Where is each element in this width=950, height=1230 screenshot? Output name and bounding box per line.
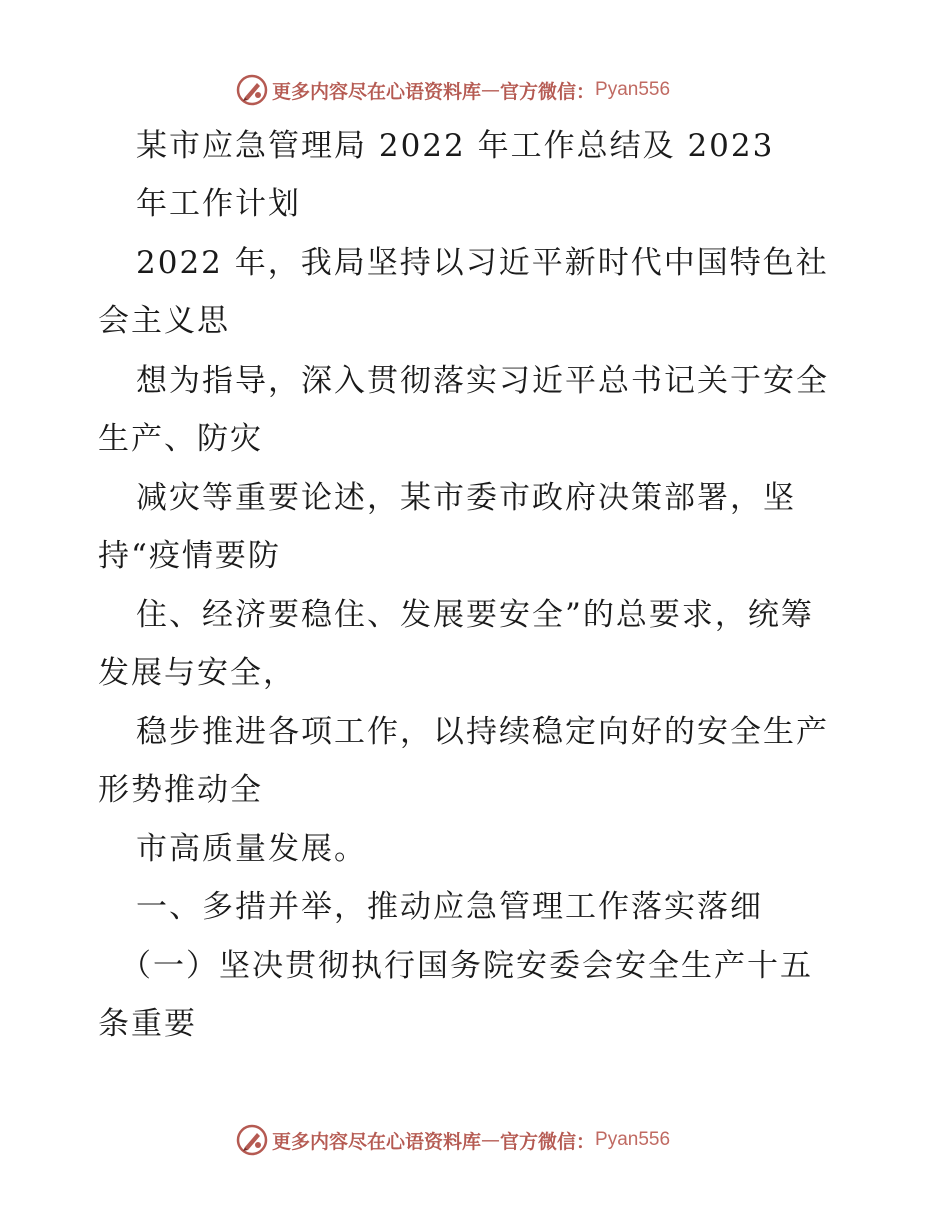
- footer-banner: [0, 1120, 950, 1160]
- banner-wechat-id: Pyan556: [595, 1129, 671, 1150]
- paragraph-line: 发展与安全，: [98, 655, 296, 691]
- paragraph-line: 住、经济要稳住、发展要安全”的总要求，统筹: [136, 597, 814, 633]
- paragraph-line: 市高质量发展。: [136, 831, 367, 867]
- document-title-line-1: 某市应急管理局 2022 年工作总结及 2023: [136, 128, 775, 164]
- header-banner: [0, 70, 950, 110]
- subsection-heading: （一）坚决贯彻执行国务院安委会安全生产十五: [120, 948, 813, 984]
- paragraph-line: 稳步推进各项工作，以持续稳定向好的安全生产: [136, 714, 829, 750]
- banner-wechat-label: 官方微信：: [500, 80, 596, 103]
- paragraph-line: 条重要: [98, 1006, 197, 1042]
- paragraph-line: 生产、防灾: [98, 421, 263, 457]
- banner-wechat-id: Pyan556: [595, 79, 671, 100]
- pen-logo-icon: [236, 74, 268, 106]
- document-title-line-2: 年工作计划: [136, 186, 301, 222]
- paragraph-line: 减灾等重要论述，某市委市政府决策部署，坚: [136, 480, 796, 516]
- banner-slogan: 更多内容尽在心语资料库: [272, 80, 482, 103]
- banner-separator: —: [481, 79, 501, 101]
- paragraph-line: 2022 年，我局坚持以习近平新时代中国特色社: [136, 245, 829, 281]
- section-heading: 一、多措并举，推动应急管理工作落实落细: [136, 889, 763, 925]
- pen-logo-icon: [236, 1124, 268, 1156]
- paragraph-line: 会主义思: [98, 303, 230, 339]
- banner-slogan: 更多内容尽在心语资料库: [272, 1130, 482, 1153]
- paragraph-line: 形势推动全: [98, 772, 263, 808]
- paragraph-line: 持“疫情要防: [98, 538, 281, 574]
- banner-separator: —: [481, 1129, 501, 1151]
- paragraph-line: 想为指导，深入贯彻落实习近平总书记关于安全: [136, 363, 829, 399]
- banner-wechat-label: 官方微信：: [500, 1130, 596, 1153]
